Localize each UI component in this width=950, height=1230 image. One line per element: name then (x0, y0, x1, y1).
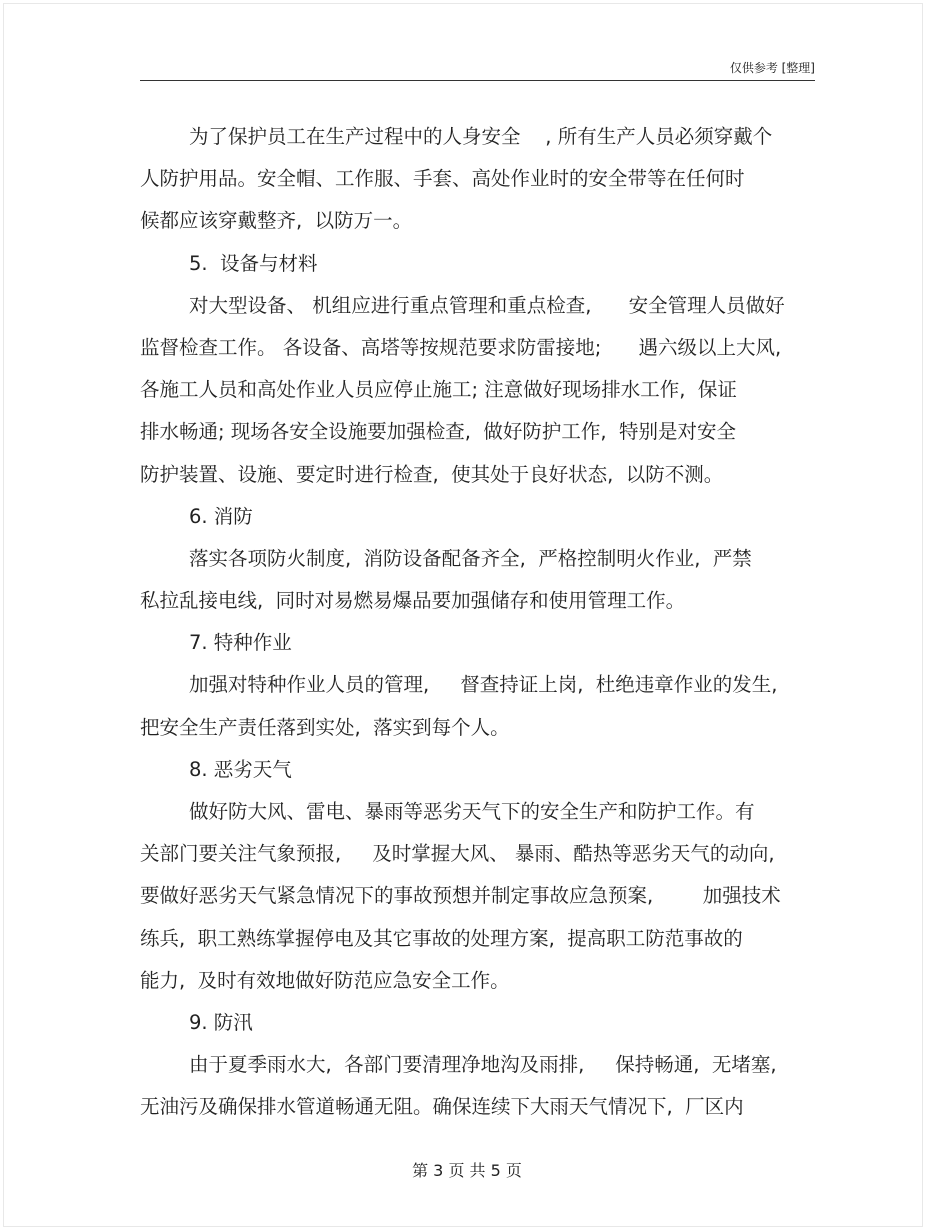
text-line: 落实各项防火制度, 消防设备配备齐全, 严格控制明火作业, 严禁 (189, 546, 752, 570)
text-line: 关部门要关注气象预报, 及时掌握大风、 暴雨、酷热等恶劣天气的动向, (140, 842, 775, 866)
text-line: 由于夏季雨水大, 各部门要清理净地沟及雨排, 保持畅通, 无堵塞, (189, 1053, 777, 1077)
text-line: 7. 特种作业 (189, 631, 292, 655)
text-line: 做好防大风、雷电、暴雨等恶劣天气下的安全生产和防护工作。有 (189, 800, 755, 823)
text-line: 各施工人员和高处作业人员应停止施工; 注意做好现场排水工作, 保证 (140, 378, 737, 402)
document-page (4, 4, 922, 1226)
text-line: 为了保护员工在生产过程中的人身安全 , 所有生产人员必须穿戴个 (189, 125, 773, 148)
text-line: 人防护用品。安全帽、工作服、手套、高处作业时的安全带等在任何时 (140, 167, 745, 191)
text-line: 私拉乱接电线, 同时对易燃易爆品要加强储存和使用管理工作。 (140, 589, 686, 613)
text-line: 能力, 及时有效地做好防范应急安全工作。 (140, 968, 510, 992)
text-line: 5. 设备与材料 (189, 251, 318, 275)
text-line: 监督检查工作。 各设备、高塔等按规范要求防雷接地; 遇六级以上大风, (140, 335, 782, 359)
text-line: 对大型设备、 机组应进行重点管理和重点检查, 安全管理人员做好 (189, 293, 785, 317)
text-line: 无油污及确保排水管道畅通无阻。确保连续下大雨天气情况下, 厂区内 (140, 1095, 744, 1119)
text-line: 防护装置、设施、要定时进行检查, 使其处于良好状态, 以防不测。 (140, 462, 724, 486)
page-footer: 第 3 页 共 5 页 (412, 1161, 522, 1180)
page-header: 仅供参考 [整理] (729, 61, 815, 75)
text-line: 8. 恶劣天气 (189, 757, 292, 781)
text-line: 把安全生产责任落到实处, 落实到每个人。 (140, 715, 510, 739)
body-text (140, 116, 820, 1129)
text-line: 加强对特种作业人员的管理, 督查持证上岗, 杜绝违章作业的发生, (189, 673, 778, 697)
text-line: 6. 消防 (189, 504, 253, 528)
text-line: 练兵, 职工熟练掌握停电及其它事故的处理方案, 提高职工防范事故的 (140, 926, 743, 950)
text-line: 排水畅通; 现场各安全设施要加强检查, 做好防护工作, 特别是对安全 (140, 420, 736, 444)
text-line: 9. 防汛 (189, 1010, 253, 1034)
text-line: 要做好恶劣天气紧急情况下的事故预想并制定事故应急预案, 加强技术 (140, 884, 781, 908)
header-divider (140, 80, 815, 81)
text-line: 候都应该穿戴整齐, 以防万一。 (140, 209, 413, 233)
